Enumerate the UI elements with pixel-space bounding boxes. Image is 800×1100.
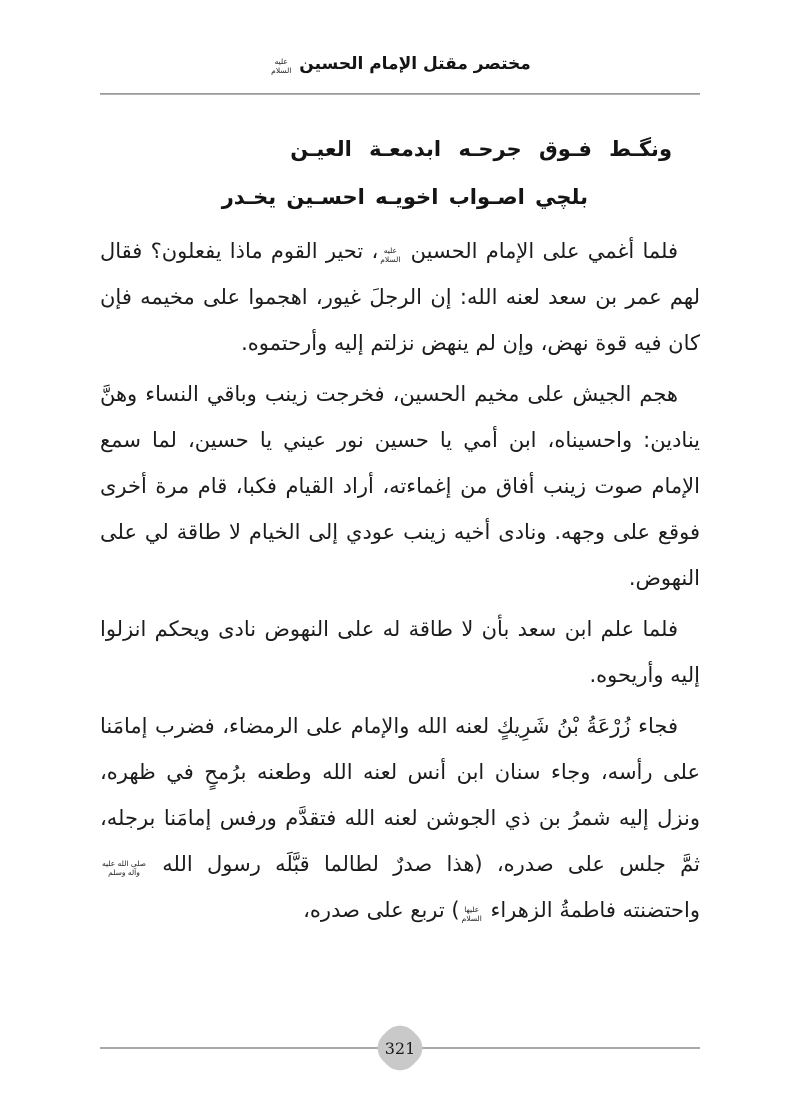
honorific-line: عليه bbox=[274, 57, 288, 66]
poetry-block bbox=[100, 125, 700, 221]
honorific-seal bbox=[271, 57, 291, 75]
paragraph: فلما علم ابن سعد بأن لا طاقة له على النهوض نادى ويحكم انزلوا إليه وأريحوه. bbox=[100, 617, 700, 687]
page-header bbox=[0, 0, 800, 95]
honorific-line: صلى الله عليه bbox=[102, 859, 146, 868]
honorific-line: السلام bbox=[271, 66, 292, 75]
poetry-verse-2: بلچي اصـواب اخويـه احسـين يخـدر bbox=[221, 185, 588, 209]
page-number: 321 bbox=[384, 1038, 416, 1058]
honorific-seal bbox=[462, 905, 482, 923]
page-title bbox=[0, 54, 800, 75]
paragraph: فلما أغمي على الإمام الحسين عليه السلام ، تحير القوم ماذا يفعلون؟ فقال لهم عمر بن سعد لعنه الله: إن الرجلَ غيور، اهجموا على مخيمه فإن كان فيه قوة نهض، وإن لم ينهض نزلتم إليه وأرحتموه. bbox=[100, 239, 700, 355]
body-paragraphs bbox=[100, 228, 700, 933]
page-title-text: مختصر مقتل الإمام الحسين bbox=[299, 54, 531, 74]
honorific-line: السلام bbox=[461, 914, 482, 923]
honorific-line: السلام bbox=[380, 255, 401, 264]
header-rule bbox=[100, 93, 700, 95]
paragraph: فجاء زُرْعَةُ بْنُ شَرِيكٍ لعنه الله والإمام على الرمضاء، فضرب إمامَنا على رأسه، وجاء سنان ابن أنس لعنه الله وطعنه برُمحٍ في ظهره، ونزل إليه شمرُ بن ذي الجوشن لعنه الله فتقدَّم ورفس إمامَنا برجله، ثمَّ جلس على صدره، (هذا صدرٌ لطالما قبَّلَه رسول الله صلى الله عليه وآله وسلم واحتضنته فاطمةُ الزهراء عليها السلام ) تربع على صدره، bbox=[100, 714, 700, 923]
page-content bbox=[100, 125, 700, 933]
poetry-verse-1: ونگـط فـوق جرحـه ابدمعـة العيـن bbox=[290, 137, 672, 161]
honorific-line: وآله وسلم bbox=[108, 868, 140, 877]
page-number-badge bbox=[370, 1018, 429, 1077]
honorific-seal bbox=[102, 859, 146, 877]
honorific-seal bbox=[380, 246, 400, 264]
paragraph: هجم الجيش على مخيم الحسين، فخرجت زينب وباقي النساء وهنَّ ينادين: واحسيناه، ابن أمي يا حسين نور عيني يا حسين، لما سمع الإمام صوت زينب أفاق من إغماءته، أراد القيام فكبا، قام مرة أخرى فوقع على وجهه. ونادى أخيه زينب عودي إلى الخيام لا طاقة لي على النهوض. bbox=[100, 382, 700, 590]
honorific-line: عليه bbox=[383, 246, 397, 255]
honorific-line: عليها bbox=[464, 905, 480, 914]
page-footer bbox=[0, 1038, 800, 1058]
